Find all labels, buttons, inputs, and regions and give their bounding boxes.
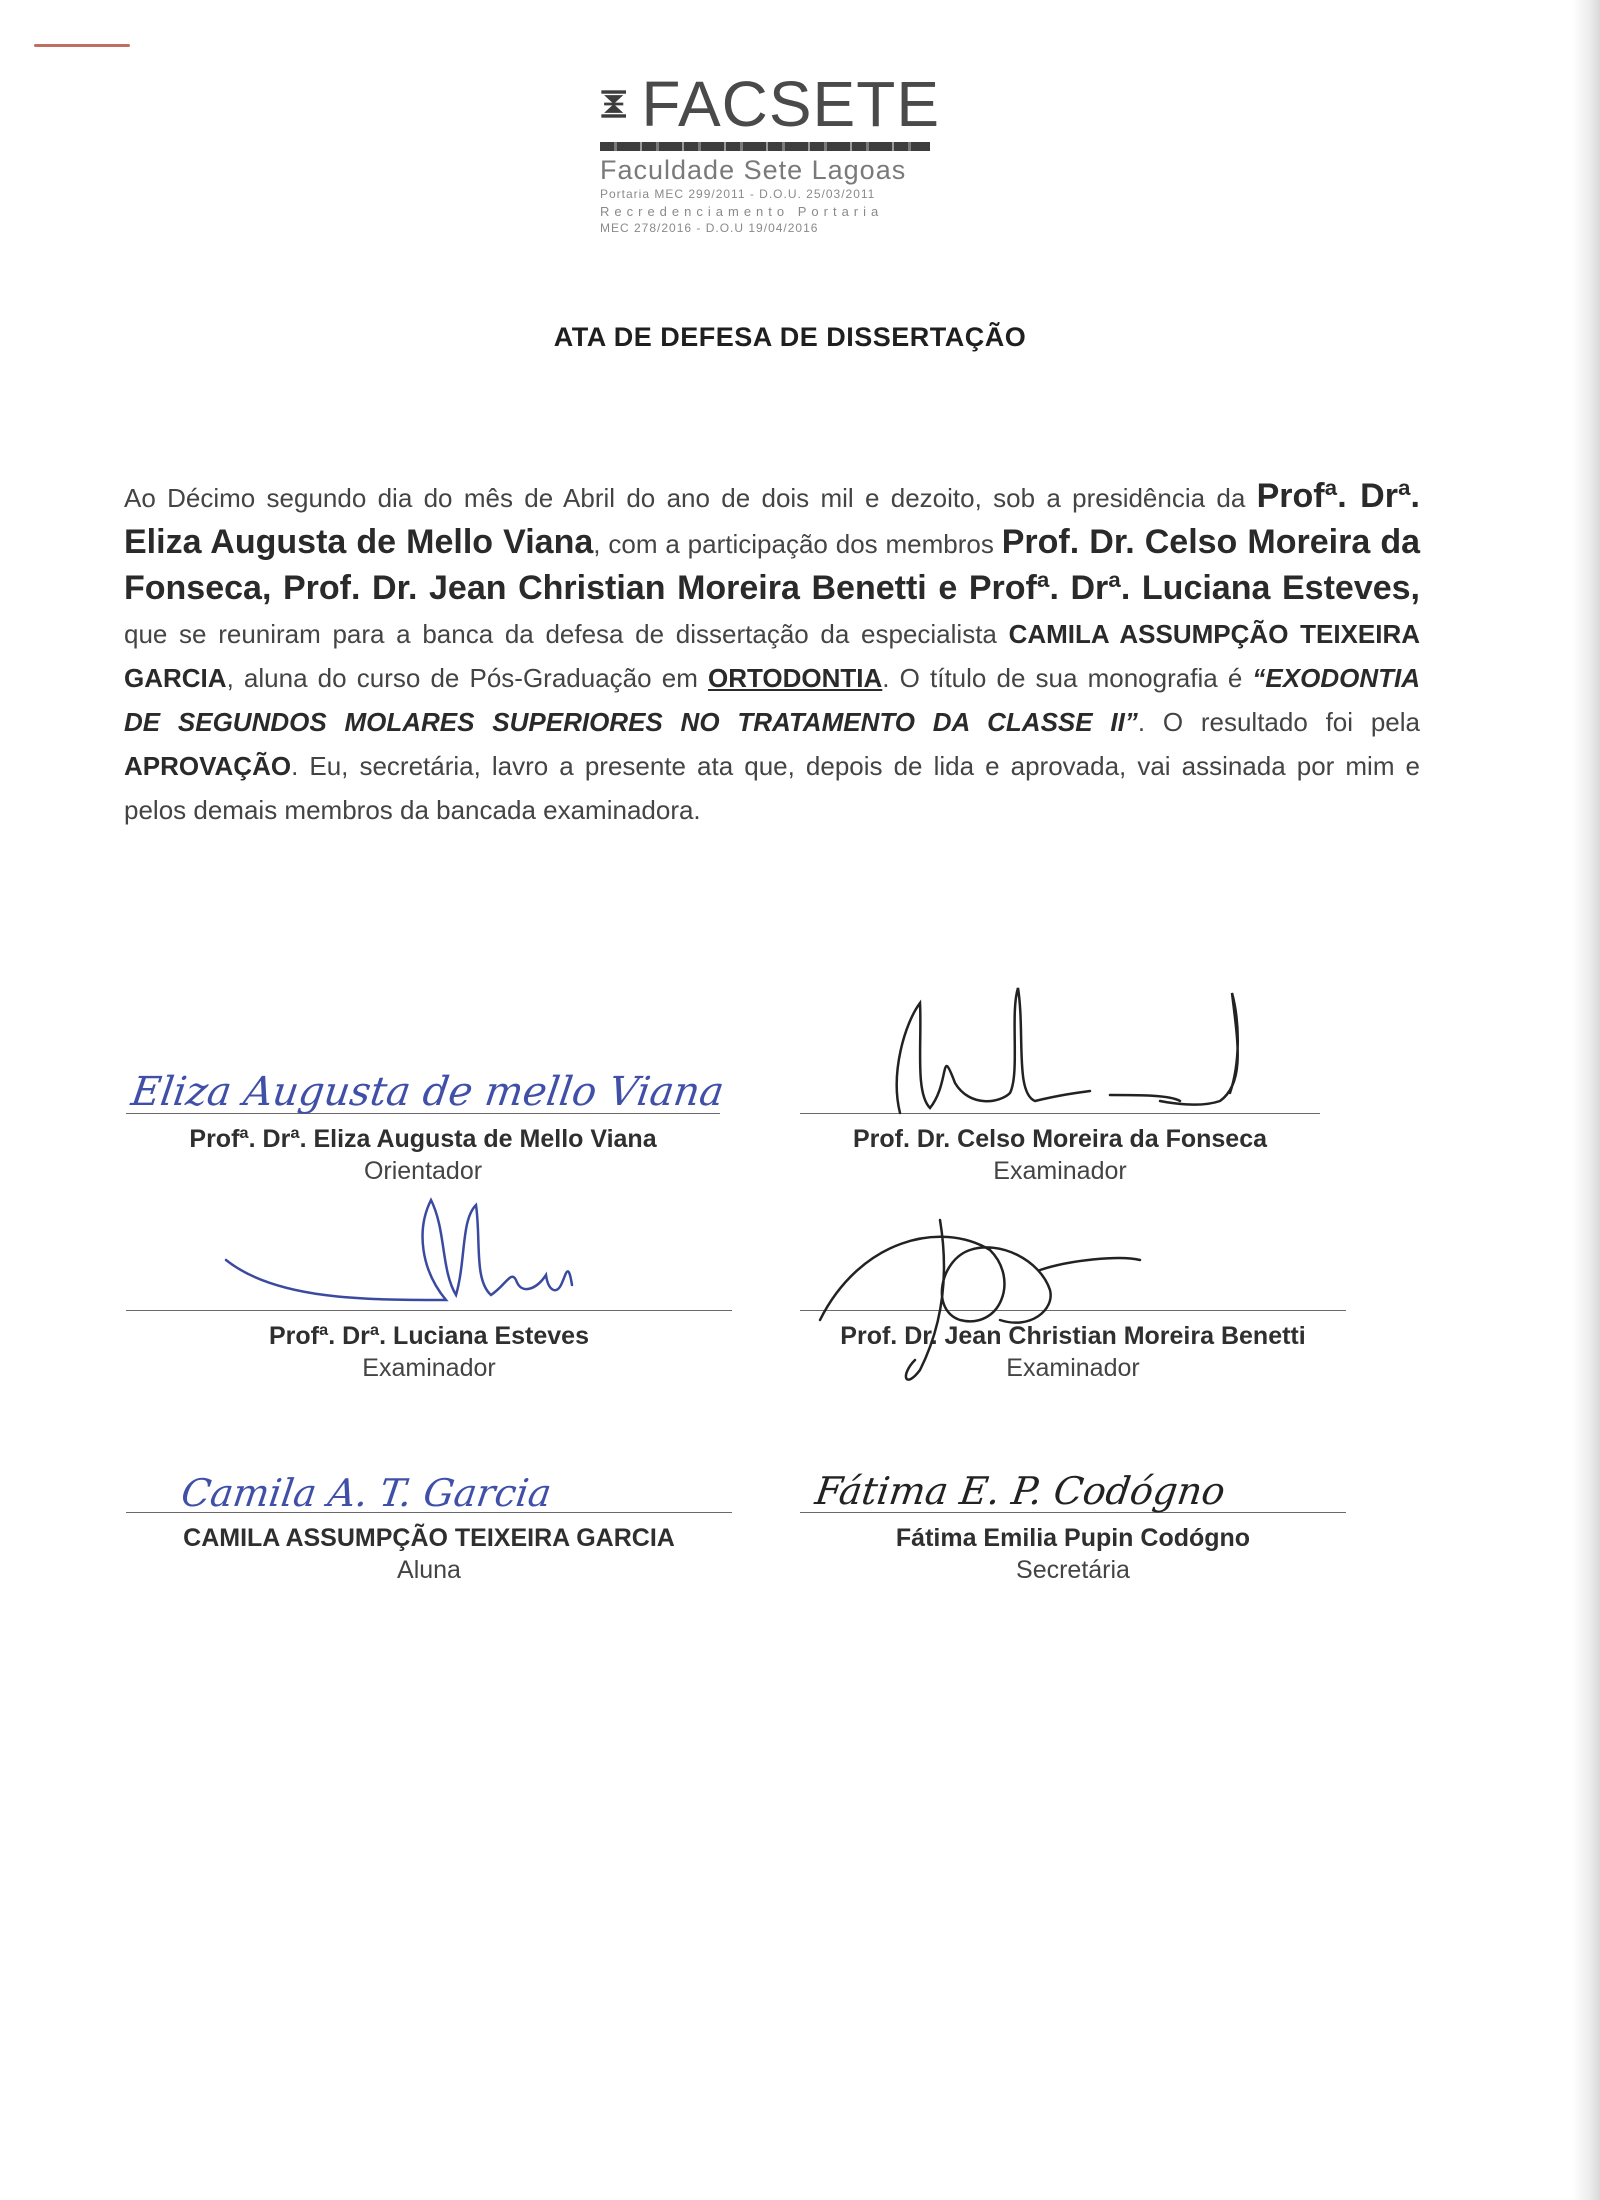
signature-eliza-text: Eliza Augusta de mello Viana <box>128 1069 727 1115</box>
scan-mark <box>34 44 130 47</box>
signature-camila <box>178 1462 706 1522</box>
signatory-role: Secretária <box>1016 1556 1130 1584</box>
course-name: ORTODONTIA <box>707 663 883 693</box>
signature-jean <box>800 1200 1280 1400</box>
signature-eliza <box>128 1061 727 1121</box>
signature-block-aluna <box>126 1472 732 1587</box>
logo-fine-3: MEC 278/2016 - D.O.U 19/04/2016 <box>600 221 819 235</box>
minutes-paragraph <box>124 474 1420 832</box>
body-text-6: . O resultado foi pela <box>1137 707 1420 737</box>
body-text-3: que se reuniram para a banca da defesa de dissertação da especialista <box>124 619 1009 649</box>
signatory-name: Prof. Dr. Jean Christian Moreira Benetti <box>840 1322 1306 1350</box>
signatory-role: Examinador <box>993 1157 1127 1185</box>
logo-subtitle: Faculdade Sete Lagoas <box>600 155 907 185</box>
body-text-7: . Eu, secretária, lavro a presente ata que, depois de lida e aprovada, vai assinada por mim e pelos demais membros da bancada examinadora. <box>124 751 1420 825</box>
signature-fatima-text: Fátima E. P. Codógno <box>812 1470 1228 1514</box>
body-text-1: Ao Décimo segundo dia do mês de Abril do ano de dois mil e dezoito, sob a presidência da <box>124 483 1257 513</box>
logo-name: FACSETE <box>641 68 940 140</box>
facsete-emblem-icon <box>600 82 627 126</box>
signatory-name: Fátima Emilia Pupin Codógno <box>895 1524 1251 1552</box>
result-value: APROVAÇÃO <box>124 751 292 781</box>
document-title: ATA DE DEFESA DE DISSERTAÇÃO <box>553 322 1027 352</box>
signature-block-orientador <box>126 1069 727 1188</box>
student-name: CAMILA ASSUMPÇÃO TEIXEIRA GARCIA <box>124 619 1421 693</box>
logo-bar <box>600 142 930 151</box>
signature-block-luciana <box>126 1310 732 1385</box>
body-text-5: . O título de sua monografia é <box>882 663 1253 693</box>
signature-block-jean <box>800 1310 1346 1385</box>
committee-members: Prof. Dr. Celso Moreira da Fonseca, Prof. Dr. Jean Christian Moreira Benetti e Profª. Drª. Luciana Esteves, <box>124 523 1421 607</box>
signature-fatima <box>812 1460 1340 1520</box>
signatory-name: Profª. Drª. Luciana Esteves <box>268 1322 589 1350</box>
facsete-logo <box>600 68 940 237</box>
signature-celso <box>860 983 1280 1123</box>
president-name: Profª. Drª. Eliza Augusta de Mello Viana <box>124 477 1420 561</box>
signature-block-celso <box>800 1113 1320 1188</box>
signatory-role: Examinador <box>362 1354 496 1382</box>
signatory-role: Examinador <box>1006 1354 1140 1382</box>
body-text-4: , aluna do curso de Pós-Graduação em <box>226 663 708 693</box>
thesis-title: “EXODONTIA DE SEGUNDOS MOLARES SUPERIORES NO TRATAMENTO DA CLASSE II” <box>124 663 1420 737</box>
body-text-2: , com a participação dos membros <box>593 529 1002 559</box>
logo-fine-2: Recredenciamento Portaria <box>600 204 884 219</box>
signatory-name: Prof. Dr. Celso Moreira da Fonseca <box>852 1125 1267 1153</box>
signature-block-secretaria <box>800 1470 1346 1587</box>
signatory-role: Aluna <box>397 1556 461 1584</box>
signature-luciana <box>216 1190 636 1320</box>
signatory-name: Profª. Drª. Eliza Augusta de Mello Viana <box>189 1125 657 1153</box>
signatory-role: Orientador <box>363 1157 483 1185</box>
logo-fine-1: Portaria MEC 299/2011 - D.O.U. 25/03/2011 <box>600 187 876 201</box>
signatory-name: CAMILA ASSUMPÇÃO TEIXEIRA GARCIA <box>183 1524 675 1552</box>
signature-camila-text: Camila A. T. Garcia <box>178 1472 555 1516</box>
